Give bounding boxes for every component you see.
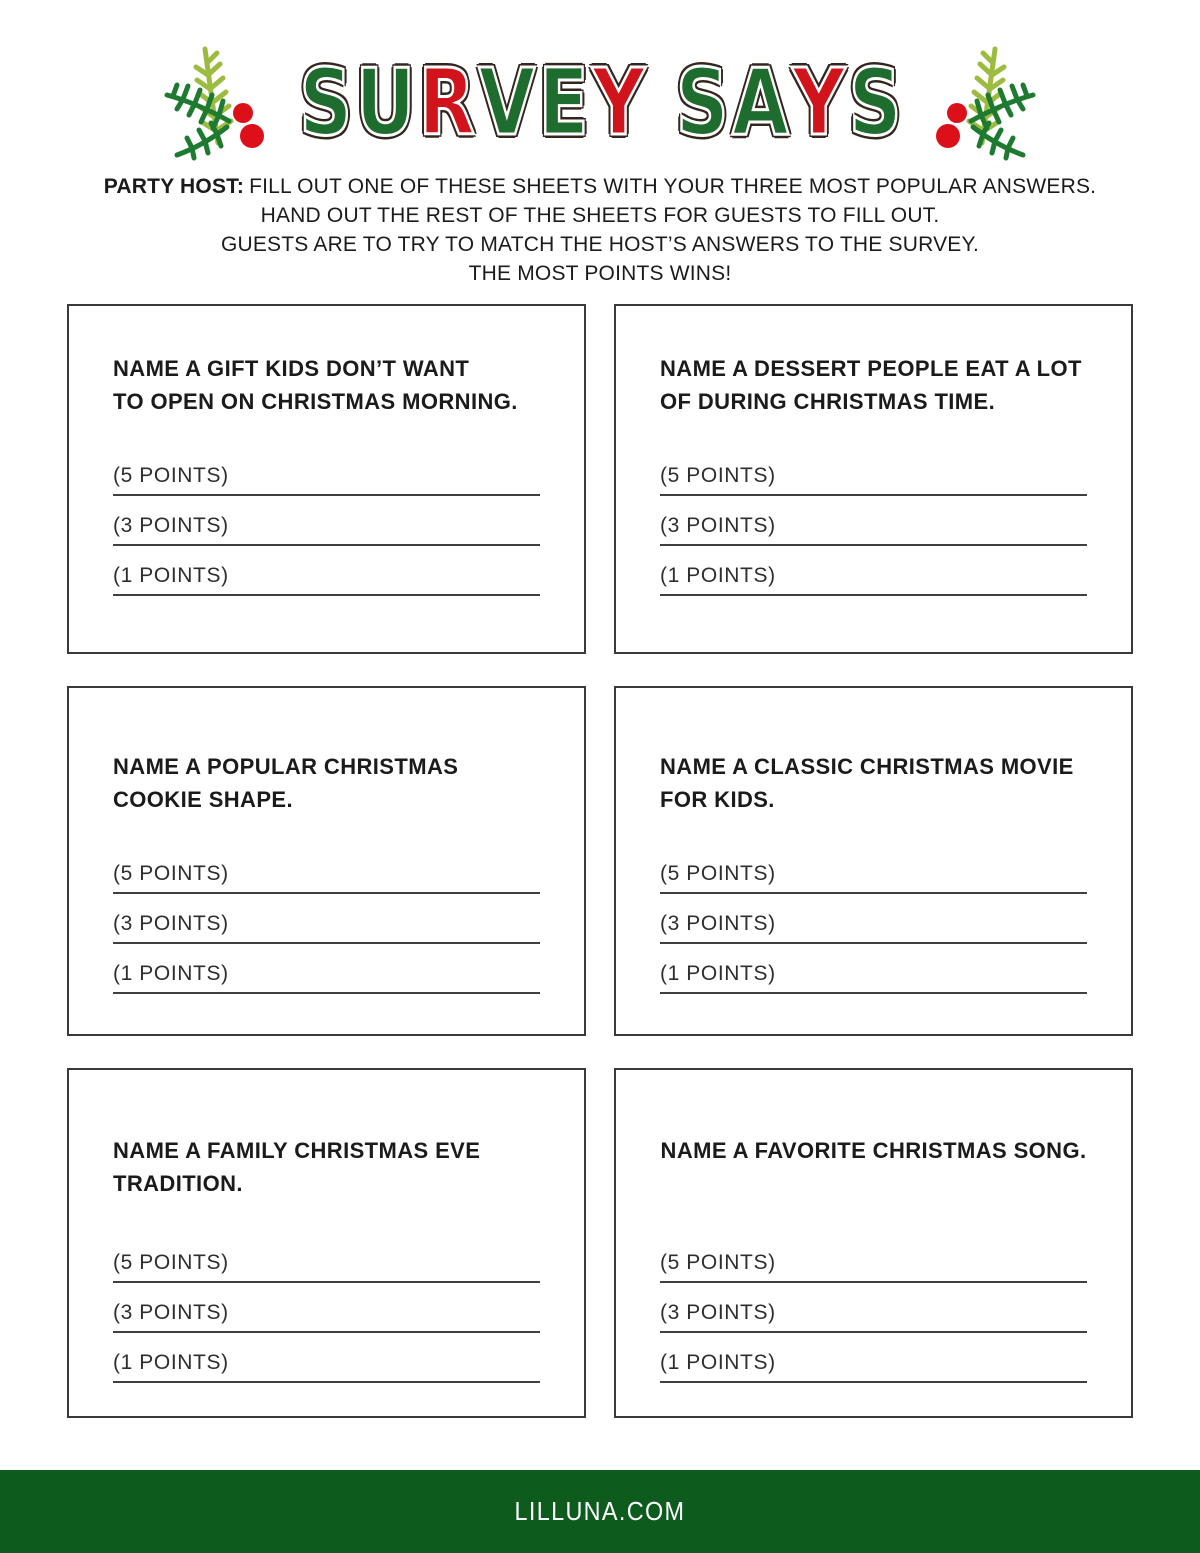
title-letter: S <box>848 49 902 156</box>
title-letter: Y <box>791 49 845 156</box>
footer-site-text: LILLUNA.COM <box>514 1496 686 1526</box>
question-line: OF DURING CHRISTMAS TIME. <box>660 389 996 414</box>
points-label: (1 POINTS) <box>113 962 229 985</box>
card-question <box>113 1134 540 1200</box>
grid-row <box>67 304 1133 654</box>
question-line: TRADITION. <box>113 1171 243 1196</box>
title-letter: R <box>418 49 475 156</box>
answers <box>660 464 1087 652</box>
party-host-label: PARTY HOST: <box>103 175 245 198</box>
card-question <box>660 352 1087 418</box>
title-letter: Y <box>591 49 645 156</box>
answer-row <box>113 862 540 894</box>
answer-row <box>660 514 1087 546</box>
answer-row <box>660 1251 1087 1283</box>
question-card-gift <box>67 304 586 654</box>
answers <box>660 862 1087 1034</box>
points-label: (5 POINTS) <box>660 862 776 885</box>
answers <box>113 862 540 1034</box>
question-line: FOR KIDS. <box>660 787 775 812</box>
points-label: (1 POINTS) <box>660 564 776 587</box>
answer-row <box>113 1251 540 1283</box>
answers <box>113 1251 540 1416</box>
answer-row <box>660 912 1087 944</box>
question-line: NAME A POPULAR CHRISTMAS <box>113 754 459 779</box>
instruction-line: THE MOST POINTS WINS! <box>468 262 732 285</box>
points-label: (3 POINTS) <box>113 912 229 935</box>
card-question <box>660 750 1087 816</box>
answer-row <box>113 1351 540 1383</box>
points-label: (5 POINTS) <box>660 1251 776 1274</box>
card-question <box>113 352 540 418</box>
title-letter: A <box>731 49 789 156</box>
answer-row <box>113 962 540 994</box>
question-line: COOKIE SHAPE. <box>113 787 294 812</box>
question-card-tradition <box>67 1068 586 1418</box>
question-line: NAME A FAVORITE CHRISTMAS SONG. <box>660 1138 1087 1163</box>
holly-right-icon <box>904 43 1039 163</box>
answer-row <box>660 464 1087 496</box>
instruction-line: HAND OUT THE REST OF THE SHEETS FOR GUESTS TO FILL OUT. <box>260 204 940 227</box>
points-label: (3 POINTS) <box>660 912 776 935</box>
points-label: (3 POINTS) <box>660 1301 776 1324</box>
question-line: TO OPEN ON CHRISTMAS MORNING. <box>113 389 518 414</box>
points-label: (3 POINTS) <box>660 514 776 537</box>
holly-left-icon <box>161 43 296 163</box>
title-letter: S <box>298 49 352 156</box>
question-line: NAME A GIFT KIDS DON’T WANT <box>113 356 470 381</box>
question-card-cookie <box>67 686 586 1036</box>
title-wrap <box>298 49 902 156</box>
answer-row <box>660 1301 1087 1333</box>
answers <box>113 464 540 652</box>
title-letter: S <box>675 49 729 156</box>
points-label: (5 POINTS) <box>113 1251 229 1274</box>
points-label: (3 POINTS) <box>113 1301 229 1324</box>
instruction-text: FILL OUT ONE OF THESE SHEETS WITH YOUR THREE MOST POPULAR ANSWERS. <box>249 175 1097 198</box>
points-label: (3 POINTS) <box>113 514 229 537</box>
grid-row <box>67 686 1133 1036</box>
grid-row <box>67 1068 1133 1418</box>
answer-row <box>113 464 540 496</box>
points-label: (5 POINTS) <box>113 862 229 885</box>
title-letter: U <box>355 49 415 156</box>
cards-grid <box>67 304 1133 1418</box>
survey-says-title <box>297 49 903 156</box>
points-label: (1 POINTS) <box>660 1351 776 1374</box>
header <box>0 0 1200 166</box>
question-card-movie <box>614 686 1133 1036</box>
answer-row <box>660 1351 1087 1383</box>
points-label: (1 POINTS) <box>660 962 776 985</box>
question-card-song <box>614 1068 1133 1418</box>
card-question <box>113 750 540 816</box>
title-letter: V <box>477 49 535 156</box>
card-question <box>660 1134 1087 1167</box>
answer-row <box>113 564 540 596</box>
answer-row <box>660 862 1087 894</box>
points-label: (5 POINTS) <box>113 464 229 487</box>
question-line: NAME A FAMILY CHRISTMAS EVE <box>113 1138 481 1163</box>
question-line: NAME A CLASSIC CHRISTMAS MOVIE <box>660 754 1074 779</box>
answer-row <box>660 962 1087 994</box>
title-letter: E <box>538 49 589 156</box>
footer-bar <box>0 1470 1200 1553</box>
answer-row <box>113 514 540 546</box>
party-host-instructions <box>0 172 1200 288</box>
points-label: (5 POINTS) <box>660 464 776 487</box>
instruction-line: GUESTS ARE TO TRY TO MATCH THE HOST’S ANSWERS TO THE SURVEY. <box>220 233 980 256</box>
question-card-dessert <box>614 304 1133 654</box>
answer-row <box>113 912 540 944</box>
question-line: NAME A DESSERT PEOPLE EAT A LOT <box>660 356 1082 381</box>
answer-row <box>113 1301 540 1333</box>
instruction-line <box>0 172 1200 201</box>
points-label: (1 POINTS) <box>113 1351 229 1374</box>
answers <box>660 1251 1087 1416</box>
answer-row <box>660 564 1087 596</box>
points-label: (1 POINTS) <box>113 564 229 587</box>
